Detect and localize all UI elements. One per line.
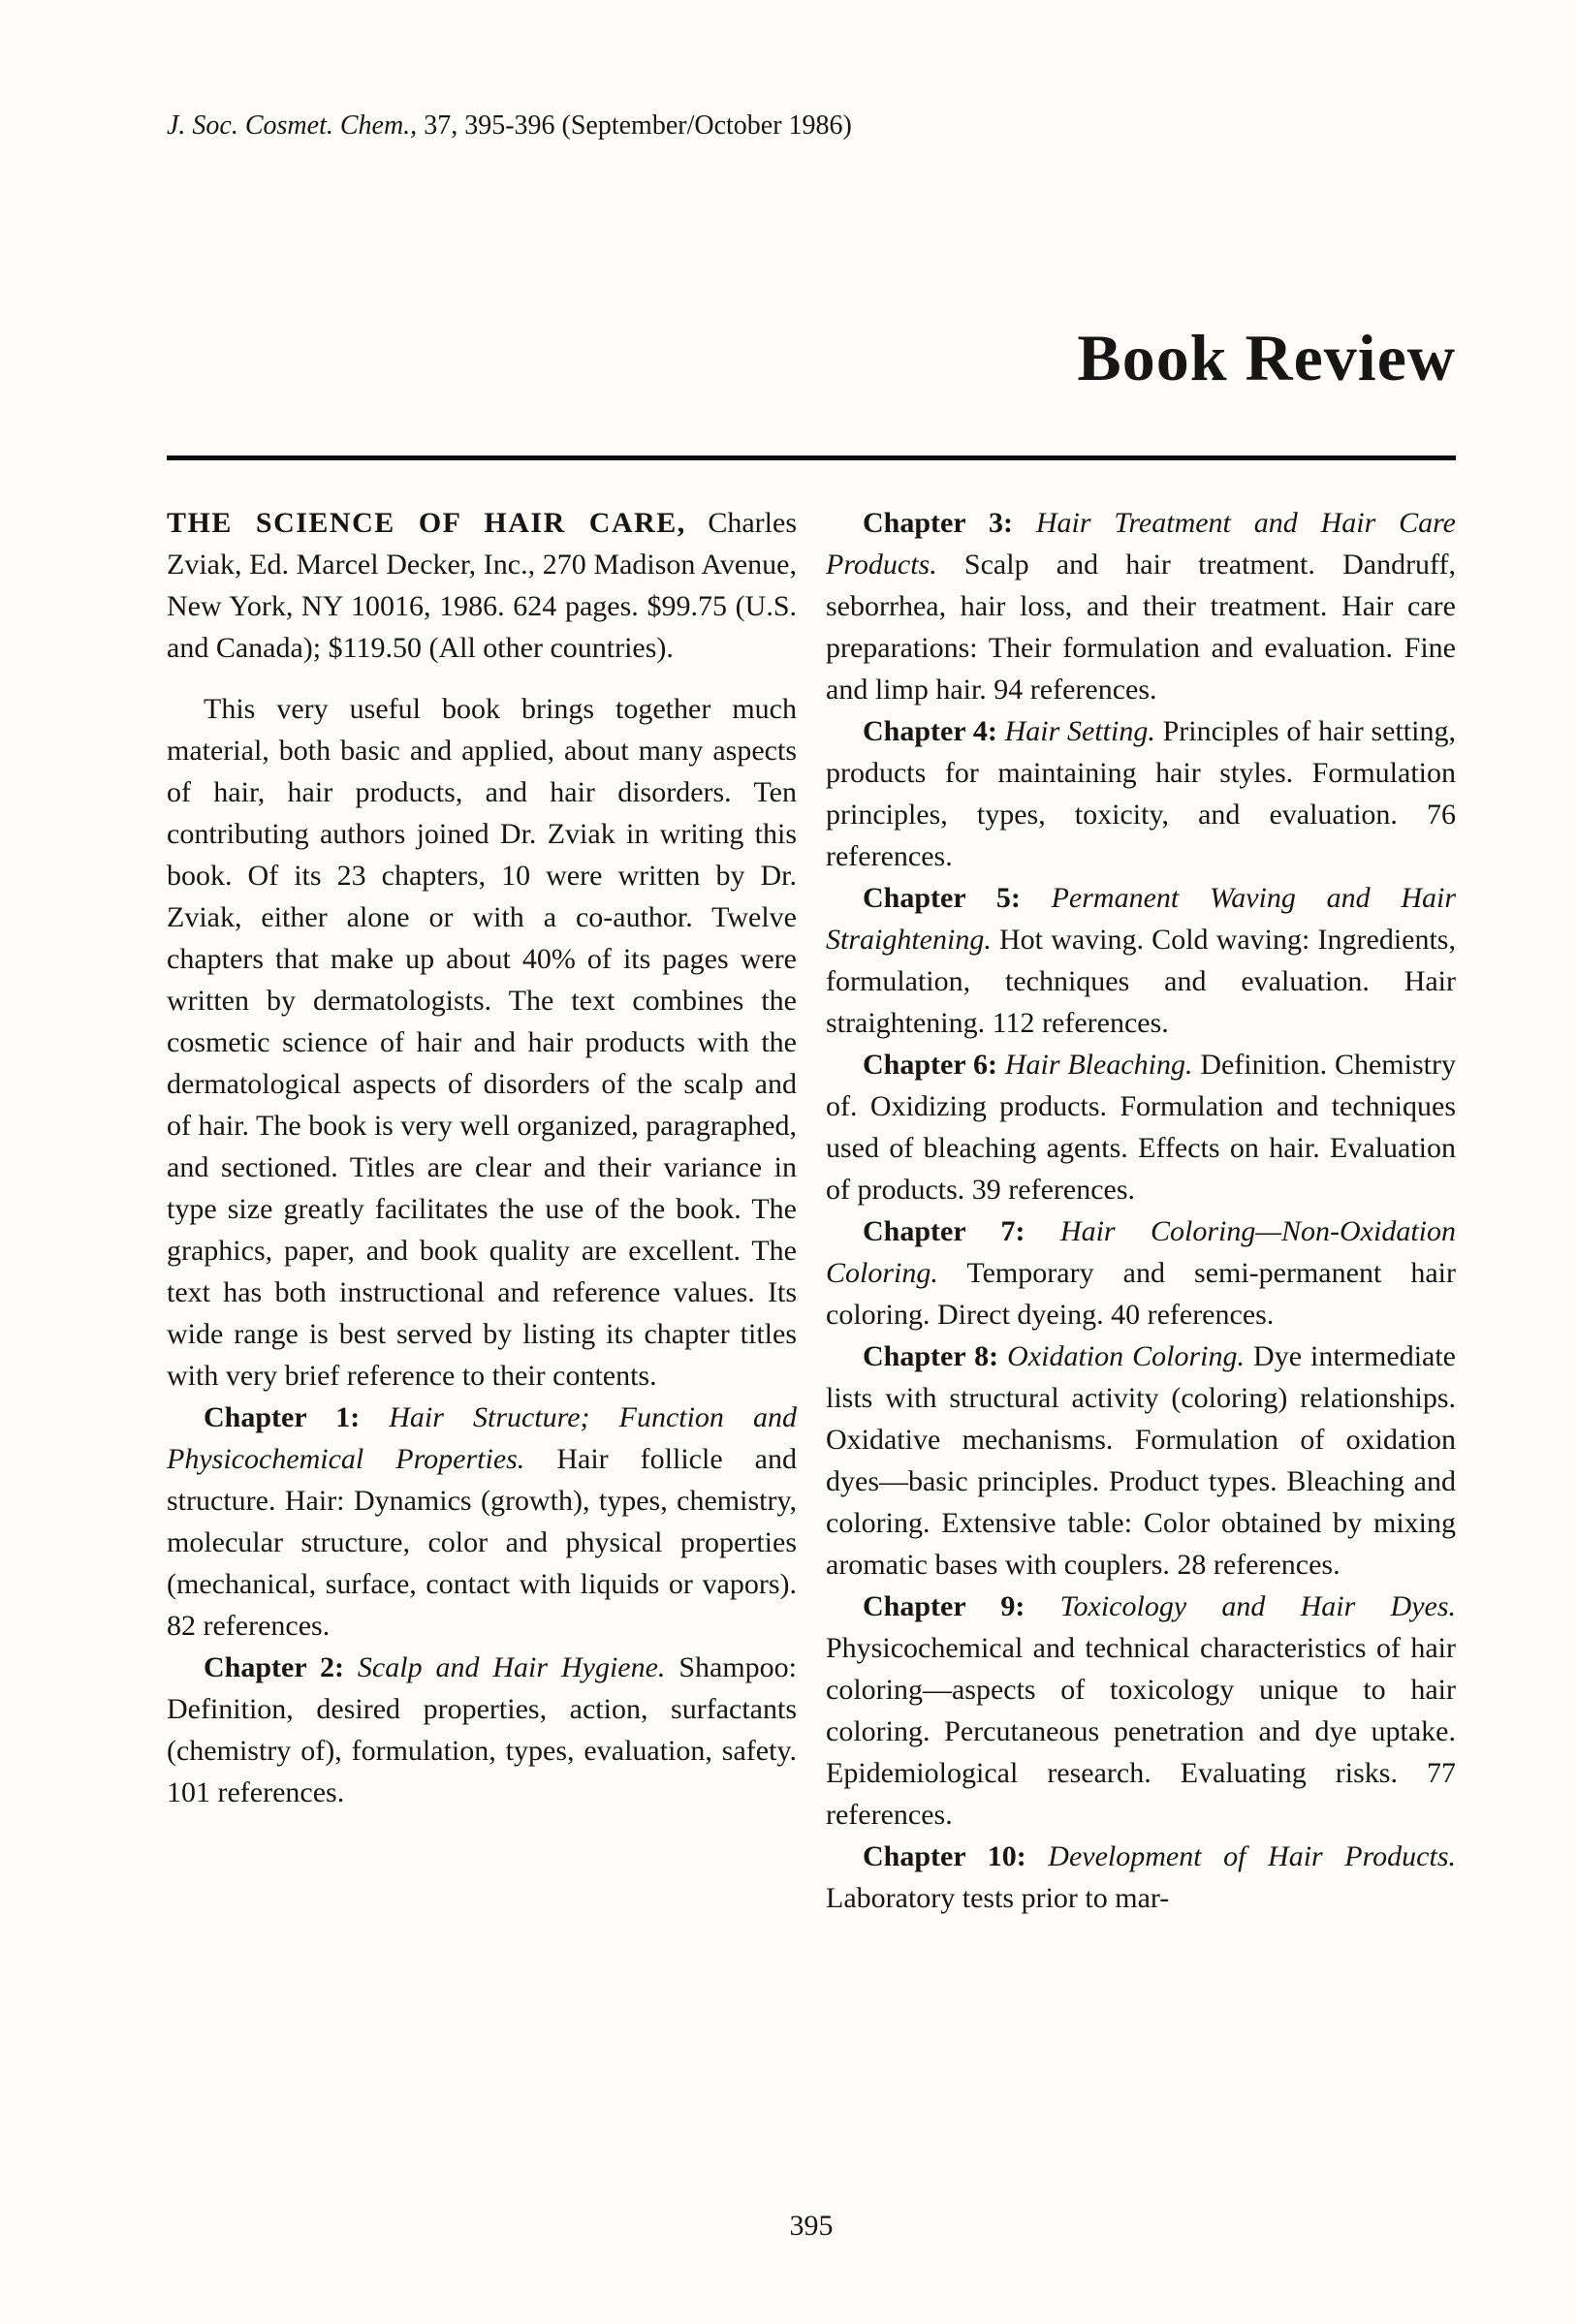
paragraph (826, 1210, 1456, 1335)
text-run: Definition. Chemistry of. Oxidizing products. Formulation and techniques used of bleaching agents. Effects on hair. Evaluation of products. 39 references. (826, 1049, 1456, 1206)
text-run: Temporary and semi-permanent hair coloring. Direct dyeing. 40 references. (826, 1257, 1456, 1331)
text-run: Principles of hair setting, products for maintaining hair styles. Formulation principles, types, toxicity, and evaluation. 76 references. (826, 715, 1456, 872)
text-run: Chapter 2: (204, 1651, 358, 1683)
text-run: This very useful book brings together much material, both basic and applied, about many aspects of hair, hair products, and hair disorders. Ten contributing authors joined Dr. Zviak in writing this book. Of its 23 chapters, 10 were written by Dr. Zviak, either alone or with a co-author. Twelve chapters that make up about 40% of its pages were written by dermatologists. The text combines the cosmetic science of hair and hair products with the dermatological aspects of disorders of the scalp and of hair. The book is very well organized, paragraphed, and sectioned. Titles are clear and their variance in type size greatly facilitates the use of the book. The graphics, paper, and book quality are excellent. The text has both instructional and reference values. Its wide range is best served by listing its chapter titles with very brief reference to their contents. (167, 693, 797, 1392)
text-run: Physicochemical and technical characteristics of hair coloring—aspects of toxicology unique to hair coloring. Percutaneous penetration and dye uptake. Epidemiological research. Evaluating risks. 77 references. (826, 1632, 1456, 1831)
title-rule (167, 455, 1456, 460)
text-run: Hair Bleaching. (1004, 1049, 1193, 1081)
text-run: THE SCIENCE OF HAIR CARE, (167, 507, 686, 539)
paragraph (826, 1335, 1456, 1586)
paragraph (826, 877, 1456, 1044)
journal-citation (167, 109, 1456, 143)
text-run: Shampoo: Definition, desired properties, action, surfactants (chemistry of), formulation, types, evaluation, safety. 101 references. (167, 1651, 797, 1808)
text-run: Hair Setting. (1004, 715, 1155, 747)
text-run: Hair follicle and structure. Hair: Dynamics (growth), types, chemistry, molecular structure, color and physical properties (mechanical, surface, contact with liquids or vapors). 82 references. (167, 1443, 797, 1642)
text-run: Chapter 3: (863, 507, 1036, 539)
text-run: Oxidation Coloring. (1007, 1340, 1246, 1372)
page-title: Book Review (1077, 321, 1456, 394)
text-run: Scalp and hair treatment. Dandruff, seborrhea, hair loss, and their treatment. Hair care preparations: Their formulation and evaluation. Fine and limp hair. 94 references. (826, 549, 1456, 706)
text-run: Chapter 6: (863, 1049, 1005, 1081)
paragraph (826, 502, 1456, 710)
text-run: Toxicology and Hair Dyes. (1059, 1590, 1456, 1622)
paragraph (167, 1397, 797, 1647)
left-column (167, 502, 797, 1919)
text-run: Hair Treatment and Hair Care Products. (826, 507, 1457, 581)
text-run: Chapter 7: (863, 1215, 1060, 1247)
text-run: Scalp and Hair Hygiene. (357, 1651, 666, 1683)
paragraph (826, 1044, 1456, 1210)
paragraph (167, 109, 1456, 143)
text-run: Chapter 4: (863, 715, 1005, 747)
text-run: J. Soc. Cosmet. Chem., (167, 110, 425, 141)
paragraph (826, 1586, 1456, 1836)
paragraph (167, 688, 797, 1397)
text-run: Chapter 9: (863, 1590, 1060, 1622)
text-run: Chapter 1: (204, 1401, 390, 1433)
text-run: Charles Zviak, Ed. Marcel Decker, Inc., 270 Madison Avenue, New York, NY 10016, 1986. 624 pages. $99.75 (U.S. and Canada); $119.50 (All other countries). (167, 507, 797, 664)
paragraph (826, 710, 1456, 877)
paragraph (826, 1836, 1456, 1919)
text-run: Chapter 5: (863, 882, 1052, 914)
text-run: Hot waving. Cold waving: Ingredients, formulation, techniques and evaluation. Hair straightening. 112 references. (826, 924, 1456, 1039)
paragraph (167, 1647, 797, 1813)
page-number: 395 (789, 2210, 834, 2242)
text-run: 37, 395-396 (September/October 1986) (424, 110, 852, 141)
review-body (167, 502, 1456, 1919)
paragraph (167, 502, 797, 669)
text-run: Development of Hair Products. (1048, 1840, 1457, 1872)
text-run: Hair Structure; Function and Physicochemical Properties. (167, 1401, 798, 1475)
text-run: Dye intermediate lists with structural activity (coloring) relationships. Oxidative mechanisms. Formulation of oxidation dyes—basic principles. Product types. Bleaching and coloring. Extensive table: Color obtained by mixing aromatic bases with couplers. 28 references. (826, 1340, 1456, 1581)
text-run: Laboratory tests prior to mar- (826, 1882, 1170, 1914)
text-run: Hair Coloring—Non-Oxidation Coloring. (826, 1215, 1456, 1289)
text-run: Chapter 10: (863, 1840, 1049, 1872)
right-column (826, 502, 1456, 1919)
text-run: Chapter 8: (863, 1340, 1008, 1372)
text-run: Permanent Waving and Hair Straightening. (826, 882, 1456, 956)
